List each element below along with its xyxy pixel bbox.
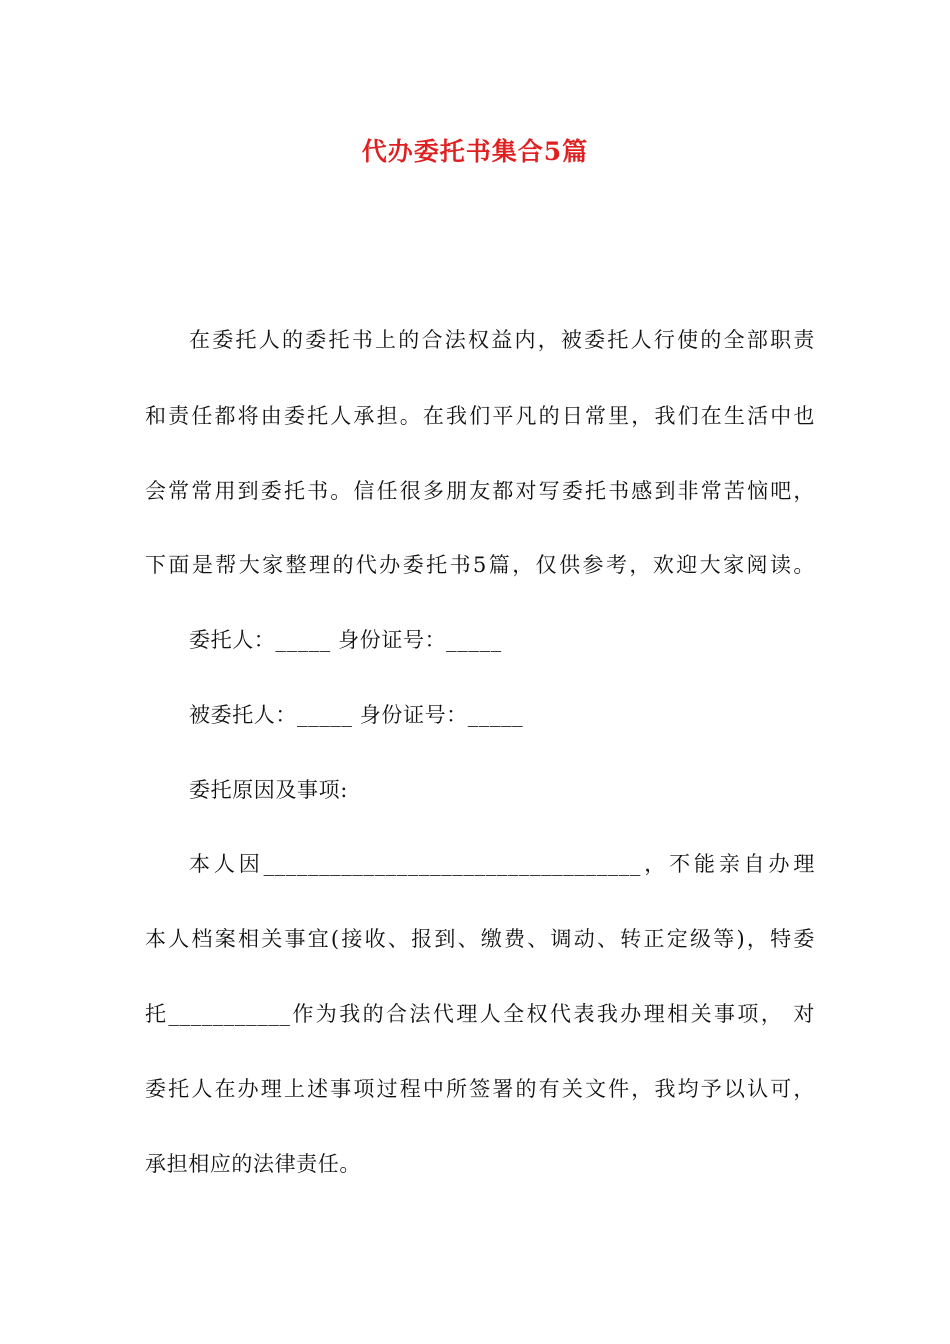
body-line-4: 委托人在办理上述事项过程中所签署的有关文件，我均予以认可， [145, 1077, 815, 1101]
principal-line: 委托人：_____ 身份证号：_____ [189, 628, 502, 652]
body-line-1: 本人因__________________________________，不能亲自办理 [189, 852, 815, 876]
intro-line-1: 在委托人的委托书上的合法权益内，被委托人行使的全部职责 [189, 328, 815, 352]
body-line-2: 本人档案相关事宜(接收、报到、缴费、调动、转正定级等)，特委 [145, 927, 815, 951]
intro-line-4: 下面是帮大家整理的代办委托书5篇，仅供参考，欢迎大家阅读。 [145, 553, 815, 577]
body-line-3: 托___________作为我的合法代理人全权代表我办理相关事项， 对 [145, 1002, 815, 1026]
reason-heading: 委托原因及事项: [189, 778, 348, 802]
agent-line: 被委托人：_____ 身份证号：_____ [189, 703, 524, 727]
body-line-5: 承担相应的法律责任。 [145, 1152, 361, 1176]
document-title: 代办委托书集合5篇 [361, 137, 589, 166]
intro-line-2: 和责任都将由委托人承担。在我们平凡的日常里，我们在生活中也 [145, 404, 815, 428]
intro-line-3: 会常常用到委托书。信任很多朋友都对写委托书感到非常苦恼吧， [145, 479, 815, 503]
